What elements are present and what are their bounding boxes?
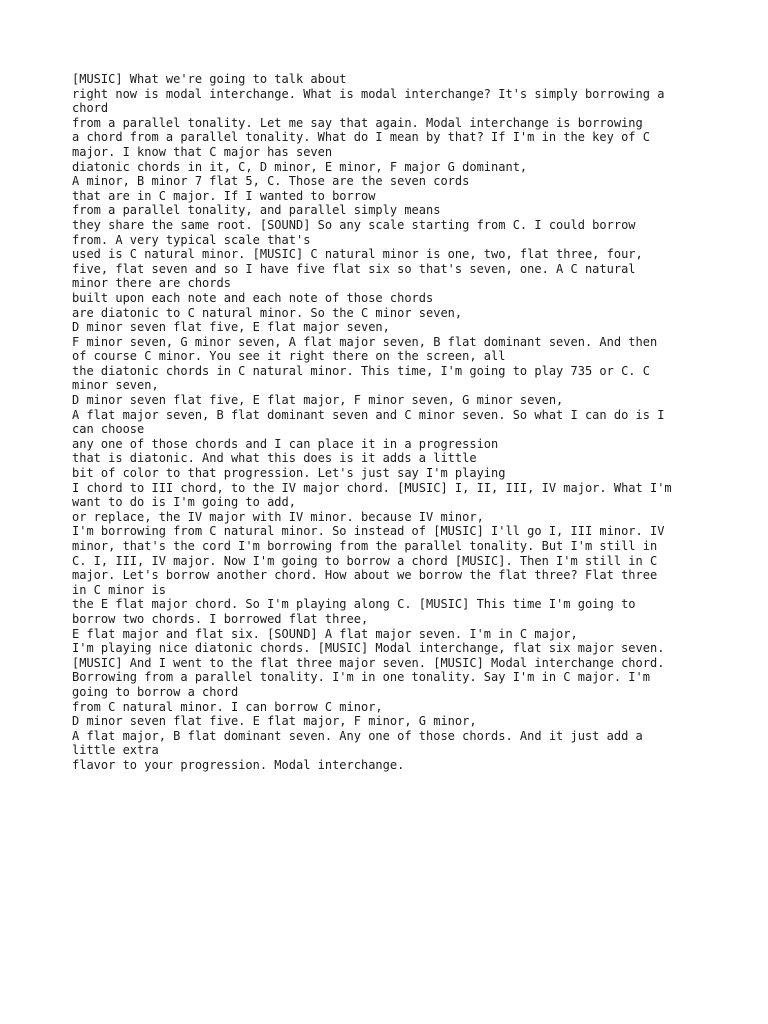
transcript-line: in C minor is [72, 582, 166, 597]
transcript-line: borrow two chords. I borrowed flat three, [72, 611, 369, 626]
transcript-line: A flat major, B flat dominant seven. Any one of those chords. And it just add a [72, 728, 643, 743]
transcript-line: C. I, III, IV major. Now I'm going to borrow a chord [MUSIC]. Then I'm still in C [72, 553, 658, 568]
transcript-line: or replace, the IV major with IV minor. because IV minor, [72, 509, 484, 524]
transcript-line: any one of those chords and I can place it in a progression [72, 436, 499, 451]
transcript-line: I chord to III chord, to the IV major chord. [MUSIC] I, II, III, IV major. What I'm [72, 480, 672, 495]
transcript-line: from. A very typical scale that's [72, 232, 311, 247]
transcript-line: minor, that's the cord I'm borrowing from the parallel tonality. But I'm still in [72, 539, 658, 553]
transcript-line: are diatonic to C natural minor. So the C minor seven, [72, 305, 463, 320]
transcript-line: I'm borrowing from C natural minor. So instead of [MUSIC] I'll go I, III minor. IV [72, 524, 665, 539]
transcript-line: minor there are chords [72, 276, 231, 291]
transcript-line: little extra [72, 743, 159, 758]
transcript-line: a chord from a parallel tonality. What do I mean by that? If I'm in the key of C [72, 130, 650, 145]
transcript-line: A minor, B minor 7 flat 5, C. Those are the seven cords [72, 174, 470, 189]
transcript-line: they share the same root. [SOUND] So any scale starting from C. I could borrow [72, 217, 636, 232]
transcript-line: E flat major and flat six. [SOUND] A flat major seven. I'm in C major, [72, 626, 578, 641]
transcript-line: that is diatonic. And what this does is it adds a little [72, 451, 477, 466]
transcript-line: D minor seven flat five, E flat major seven, [72, 320, 390, 335]
transcript-line: from C natural minor. I can borrow C minor, [72, 699, 383, 714]
transcript-line: chord [72, 101, 109, 116]
transcript-line: I'm playing nice diatonic chords. [MUSIC] Modal interchange, flat six major seven. [72, 641, 665, 656]
transcript-line: D minor seven flat five. E flat major, F minor, G minor, [72, 714, 477, 729]
transcript-line: want to do is I'm going to add, [72, 495, 296, 510]
transcript-line: built upon each note and each note of those chords [72, 290, 434, 305]
transcript-line: going to borrow a chord [72, 684, 239, 699]
transcript-line: bit of color to that progression. Let's just say I'm playing [72, 466, 506, 481]
transcript-line: major. Let's borrow another chord. How about we borrow the flat three? Flat three [72, 568, 658, 583]
transcript-line: from a parallel tonality. Let me say that again. Modal interchange is borrowing [72, 115, 643, 130]
transcript-line: [MUSIC] And I went to the flat three major seven. [MUSIC] Modal interchange chord. [72, 655, 665, 670]
transcript-line: five, flat seven and so I have five flat six so that's seven, one. A C natural [72, 261, 636, 276]
transcript-line: Borrowing from a parallel tonality. I'm in one tonality. Say I'm in C major. I'm [72, 670, 650, 685]
transcript-line: used is C natural minor. [MUSIC] C natural minor is one, two, flat three, four, [72, 247, 643, 262]
transcript-line: major. I know that C major has seven [72, 144, 333, 159]
transcript-line: from a parallel tonality, and parallel simply means [72, 203, 441, 218]
transcript-line: the diatonic chords in C natural minor. This time, I'm going to play 735 or C. C [72, 363, 650, 378]
transcript-body [72, 72, 702, 773]
transcript-line: right now is modal interchange. What is modal interchange? It's simply borrowing a [72, 86, 665, 101]
transcript-line: minor seven, [72, 378, 159, 393]
transcript-line: flavor to your progression. Modal interchange. [72, 757, 405, 772]
transcript-line: can choose [72, 422, 145, 437]
transcript-line: D minor seven flat five, E flat major, F minor seven, G minor seven, [72, 393, 564, 408]
transcript-line: of course C minor. You see it right there on the screen, all [72, 349, 506, 364]
transcript-line: F minor seven, G minor seven, A flat major seven, B flat dominant seven. And then [72, 334, 658, 349]
transcript-line: the E flat major chord. So I'm playing along C. [MUSIC] This time I'm going to [72, 597, 636, 612]
transcript-line: diatonic chords in it, C, D minor, E minor, F major G dominant, [72, 159, 528, 174]
transcript-line: A flat major seven, B flat dominant seven and C minor seven. So what I can do is I [72, 407, 665, 422]
transcript-line: [MUSIC] What we're going to talk about [72, 72, 347, 86]
transcript-line: that are in C major. If I wanted to borrow [72, 188, 376, 203]
